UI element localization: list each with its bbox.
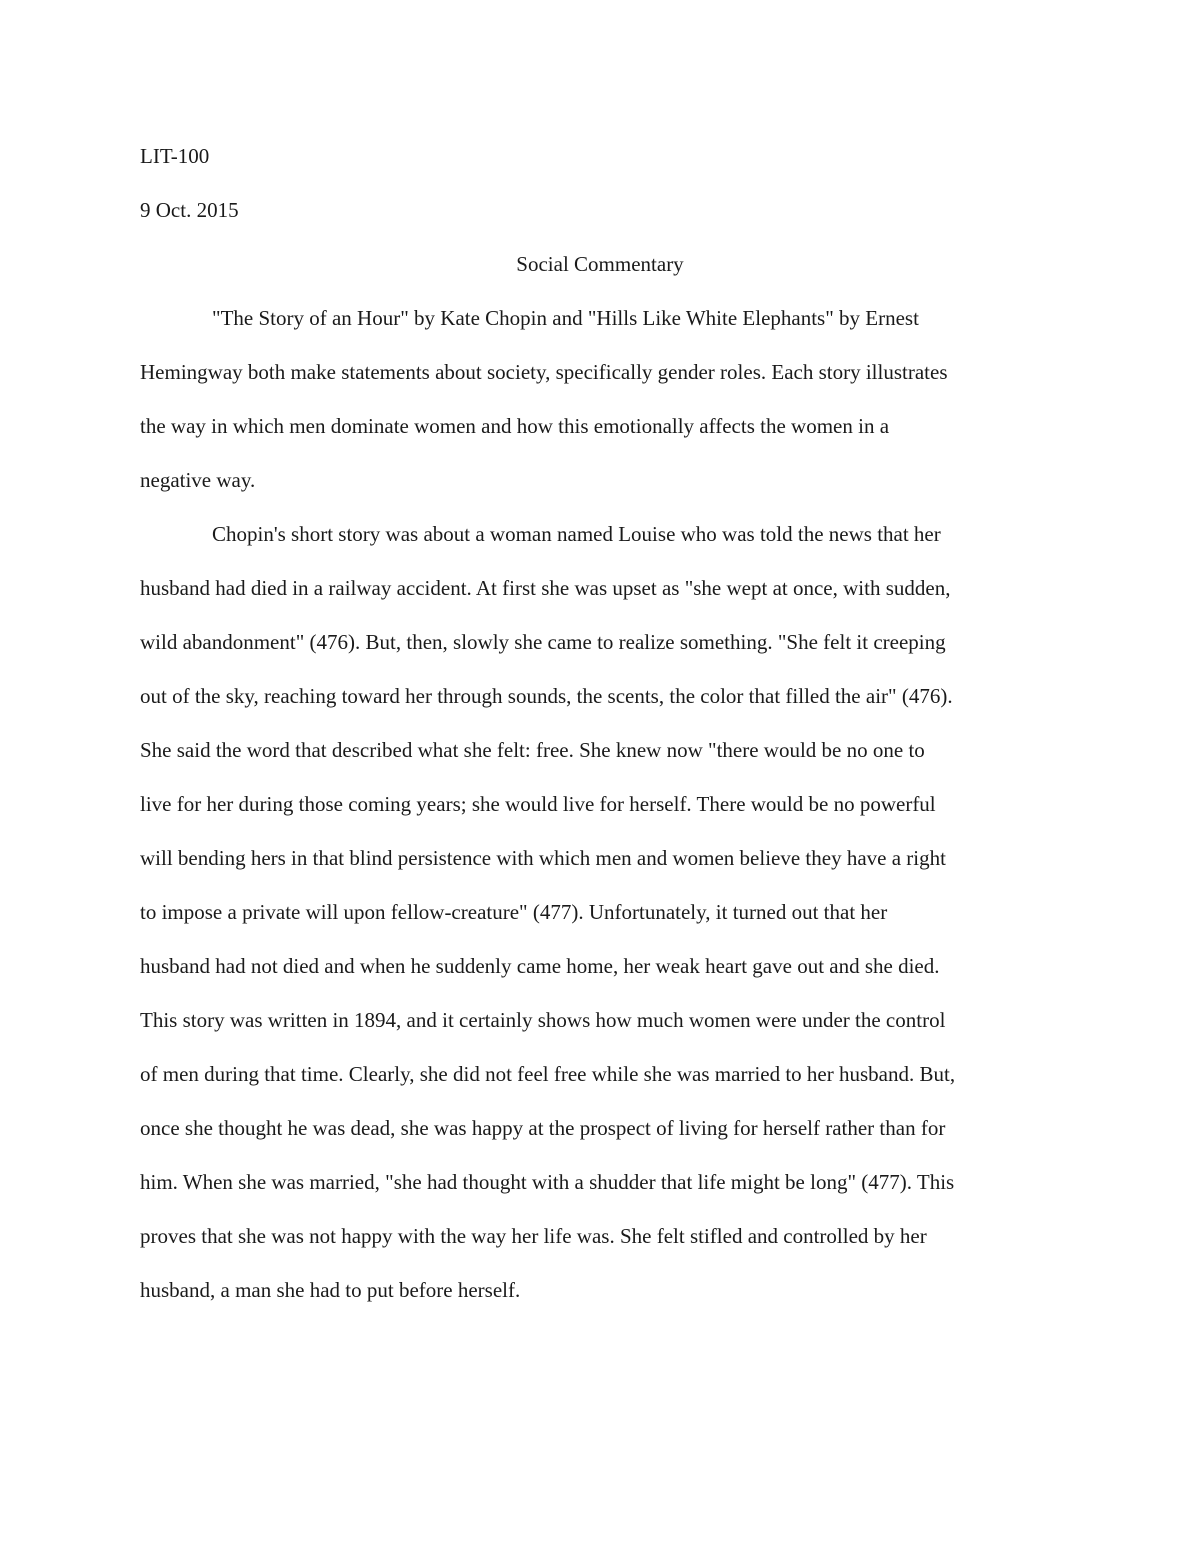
course-heading: LIT-100 — [140, 144, 210, 168]
paragraph-2-line-12: once she thought he was dead, she was happy at the prospect of living for herself rather than for — [140, 1116, 946, 1140]
date-heading: 9 Oct. 2015 — [140, 198, 239, 222]
paragraph-2-line-10: This story was written in 1894, and it certainly shows how much women were under the control — [140, 1008, 946, 1032]
paragraph-1-line-4: negative way. — [140, 468, 256, 492]
paragraph-2-line-7: will bending hers in that blind persistence with which men and women believe they have a right — [140, 846, 946, 870]
paragraph-2-line-2: husband had died in a railway accident. At first she was upset as "she wept at once, with sudden, — [140, 576, 951, 600]
paragraph-2-line-13: him. When she was married, "she had thought with a shudder that life might be long" (477). This — [140, 1170, 955, 1194]
paragraph-1-line-1: "The Story of an Hour" by Kate Chopin and "Hills Like White Elephants" by Ernest — [212, 306, 919, 330]
essay-title: Social Commentary — [516, 252, 684, 276]
paragraph-2-line-11: of men during that time. Clearly, she did not feel free while she was married to her husband. But, — [140, 1062, 956, 1086]
paragraph-2-line-6: live for her during those coming years; she would live for herself. There would be no powerful — [140, 792, 936, 816]
paragraph-2-line-14: proves that she was not happy with the way her life was. She felt stifled and controlled by her — [140, 1224, 927, 1248]
paragraph-2-line-9: husband had not died and when he suddenly came home, her weak heart gave out and she died. — [140, 954, 940, 978]
paragraph-2-line-15: husband, a man she had to put before herself. — [140, 1278, 521, 1302]
paragraph-1-line-2: Hemingway both make statements about society, specifically gender roles. Each story illustrates — [140, 360, 948, 384]
paragraph-2-line-3: wild abandonment" (476). But, then, slowly she came to realize something. "She felt it creeping — [140, 630, 946, 654]
paragraph-2-line-5: She said the word that described what she felt: free. She knew now "there would be no one to — [140, 738, 925, 762]
paragraph-2-line-8: to impose a private will upon fellow-creature" (477). Unfortunately, it turned out that her — [140, 900, 888, 924]
paragraph-2-line-1: Chopin's short story was about a woman named Louise who was told the news that her — [212, 522, 941, 546]
paragraph-1-line-3: the way in which men dominate women and how this emotionally affects the women in a — [140, 414, 890, 438]
paragraph-2-line-4: out of the sky, reaching toward her through sounds, the scents, the color that filled the air" (476). — [140, 684, 953, 708]
